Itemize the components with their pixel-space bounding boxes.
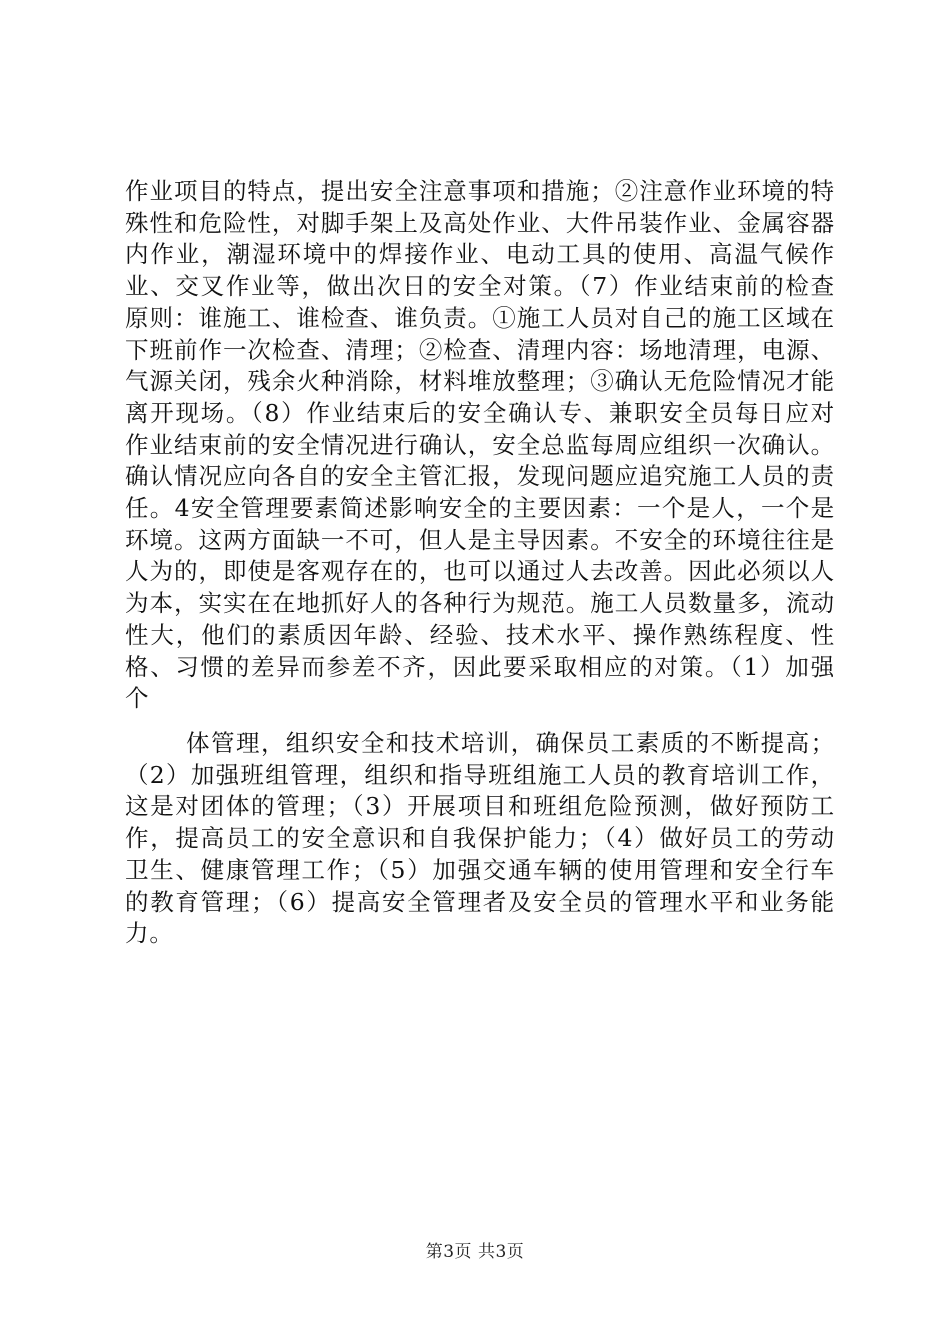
body-paragraph: 体管理，组织安全和技术培训，确保员工素质的不断提高；（2）加强班组管理，组织和指导班组施工人员的教育培训工作，这是对团体的管理；（3）开展项目和班组危险预测，做好预防工作，提高员工的安全意识和自我保护能力；（4）做好员工的劳动卫生、健康管理工作；（5）加强交通车辆的使用管理和安全行车的教育管理；（6）提高安全管理者及安全员的管理水平和业务能力。 xyxy=(125,729,835,948)
body-paragraph: 作业项目的特点，提出安全注意事项和措施；②注意作业环境的特殊性和危险性，对脚手架上及高处作业、大件吊装作业、金属容器内作业，潮湿环境中的焊接作业、电动工具的使用、高温气候作业、交叉作业等，做出次日的安全对策。（7）作业结束前的检查原则：谁施工、谁检查、谁负责。①施工人员对自己的施工区域在下班前作一次检查、清理；②检查、清理内容：场地清理，电源、气源关闭，残余火种消除，材料堆放整理；③确认无危险情况才能离开现场。（8）作业结束后的安全确认专、兼职安全员每日应对作业结束前的安全情况进行确认，安全总监每周应组织一次确认。确认情况应向各自的安全主管汇报，发现问题应追究施工人员的责任。4安全管理要素简述影响安全的主要因素：一个是人，一个是环境。这两方面缺一不可，但人是主导因素。不安全的环境往往是人为的，即使是客观存在的，也可以通过人去改善。因此必须以人为本，实实在在地抓好人的各种行为规范。施工人员数量多，流动性大，他们的素质因年龄、经验、技术水平、操作熟练程度、性格、习惯的差异而参差不齐，因此要采取相应的对策。（1）加强个 xyxy=(125,177,835,713)
page-number-footer: 第3页 共3页 xyxy=(425,1242,525,1262)
